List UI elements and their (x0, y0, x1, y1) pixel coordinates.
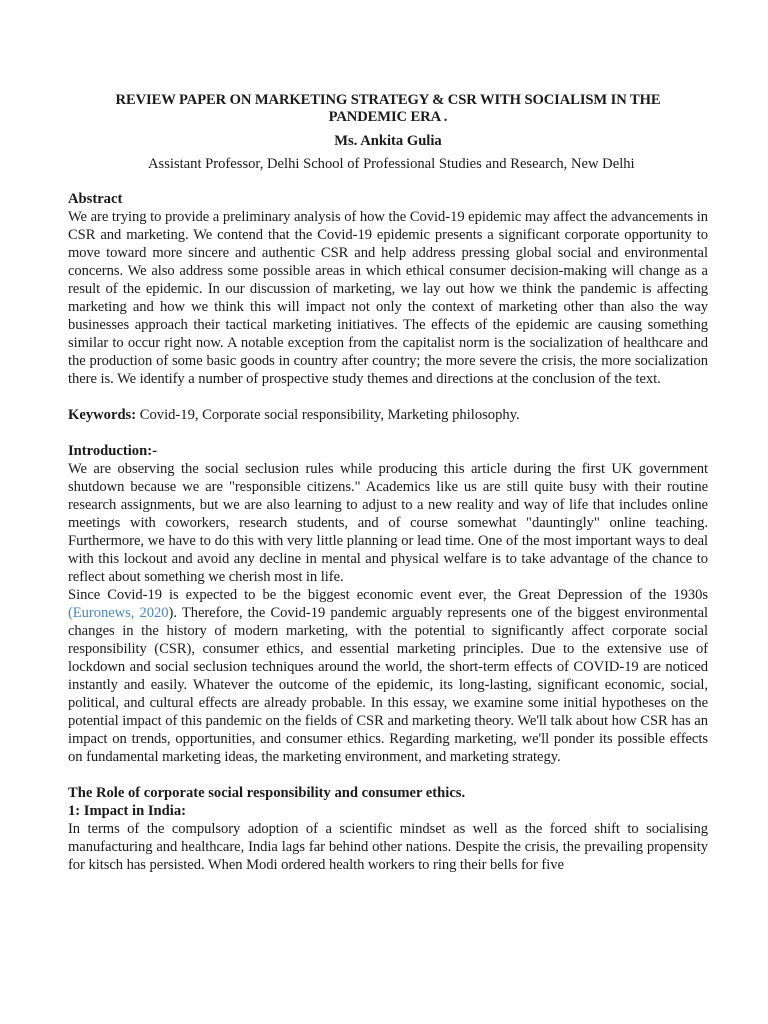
abstract-heading: Abstract (68, 191, 123, 207)
introduction-paragraph-1: We are observing the social seclusion rules while producing this article during the first UK government shutdown because we are "responsible citizens." Academics like us are still quite busy with their routine research assignments, but we are also learning to adjust to a new reality and way of life that includes online meetings with coworkers, research students, and of course somewhat "dauntingly" online teaching. Furthermore, we have to do this with very little planning or lead time. One of the most important ways to deal with this lockout and avoid any decline in mental and physical welfare is to take advantage of the chance to reflect about something we cherish most in life. (68, 461, 708, 585)
keywords-line (68, 406, 708, 424)
impact-india-subheading: 1: Impact in India: (68, 803, 186, 819)
author-name: Ms. Ankita Gulia (334, 133, 442, 149)
impact-india-text: In terms of the compulsory adoption of a scientific mindset as well as the forced shift to socialising manufacturing and healthcare, India lags far behind other nations. Despite the crisis, the prevailing propensity for kitsch has persisted. When Modi ordered health workers to ring their bells for five (68, 821, 708, 873)
abstract-text: We are trying to provide a preliminary analysis of how the Covid-19 epidemic may affect the advancements in CSR and marketing. We contend that the Covid-19 epidemic presents a significant corporate opportunity to move toward more sincere and authentic CSR and help address pressing global social and environmental concerns. We also address some possible areas in which ethical consumer decision-making will change as a result of the epidemic. In our discussion of marketing, we lay out how we think the pandemic is affecting marketing and how we think this will impact not only the context of marketing other than also the way businesses approach their tactical marketing initiatives. The effects of the epidemic are causing something similar to occur right now. A notable exception from the capitalist norm is the socialization of healthcare and the production of some basic goods in country after country; the more severe the crisis, the more socialization there is. We identify a number of prospective study themes and directions at the conclusion of the text. (68, 209, 708, 387)
introduction-paragraph-2 (68, 586, 708, 766)
introduction-paragraph-2-rest: ). Therefore, the Covid-19 pandemic arguably represents one of the biggest environmental changes in the history of modern marketing, with the potential to significantly affect corporate social responsibility (CSR), consumer ethics, and essential marketing principles. Due to the extensive use of lockdown and social seclusion techniques around the world, the short-term effects of COVID-19 are noticed instantly and easily. Whatever the outcome of the epidemic, its long-lasting, significant economic, social, political, and cultural effects are already probable. In this essay, we examine some initial hypotheses on the potential impact of this pandemic on the fields of CSR and marketing theory. We'll talk about how CSR has an impact on trends, opportunities, and consumer ethics. Regarding marketing, we'll ponder its possible effects on fundamental marketing ideas, the marketing environment, and marketing strategy. (68, 605, 708, 765)
introduction-paragraph-2-start: Since Covid-19 is expected to be the biggest economic event ever, the Great Depression of the 1930s (68, 587, 708, 603)
citation-link-euronews[interactable]: (Euronews, 2020 (68, 605, 169, 621)
keywords-text: Covid-19, Corporate social responsibility, Marketing philosophy. (136, 407, 520, 423)
paper-title: REVIEW PAPER ON MARKETING STRATEGY & CSR WITH SOCIALISM IN THE PANDEMIC ERA . (115, 92, 661, 125)
paper-page (68, 92, 708, 874)
author-affiliation: Assistant Professor, Delhi School of Professional Studies and Research, New Delhi (148, 156, 635, 172)
csr-role-heading: The Role of corporate social responsibility and consumer ethics. (68, 785, 466, 801)
introduction-heading: Introduction:- (68, 443, 157, 459)
keywords-label: Keywords: (68, 407, 137, 423)
